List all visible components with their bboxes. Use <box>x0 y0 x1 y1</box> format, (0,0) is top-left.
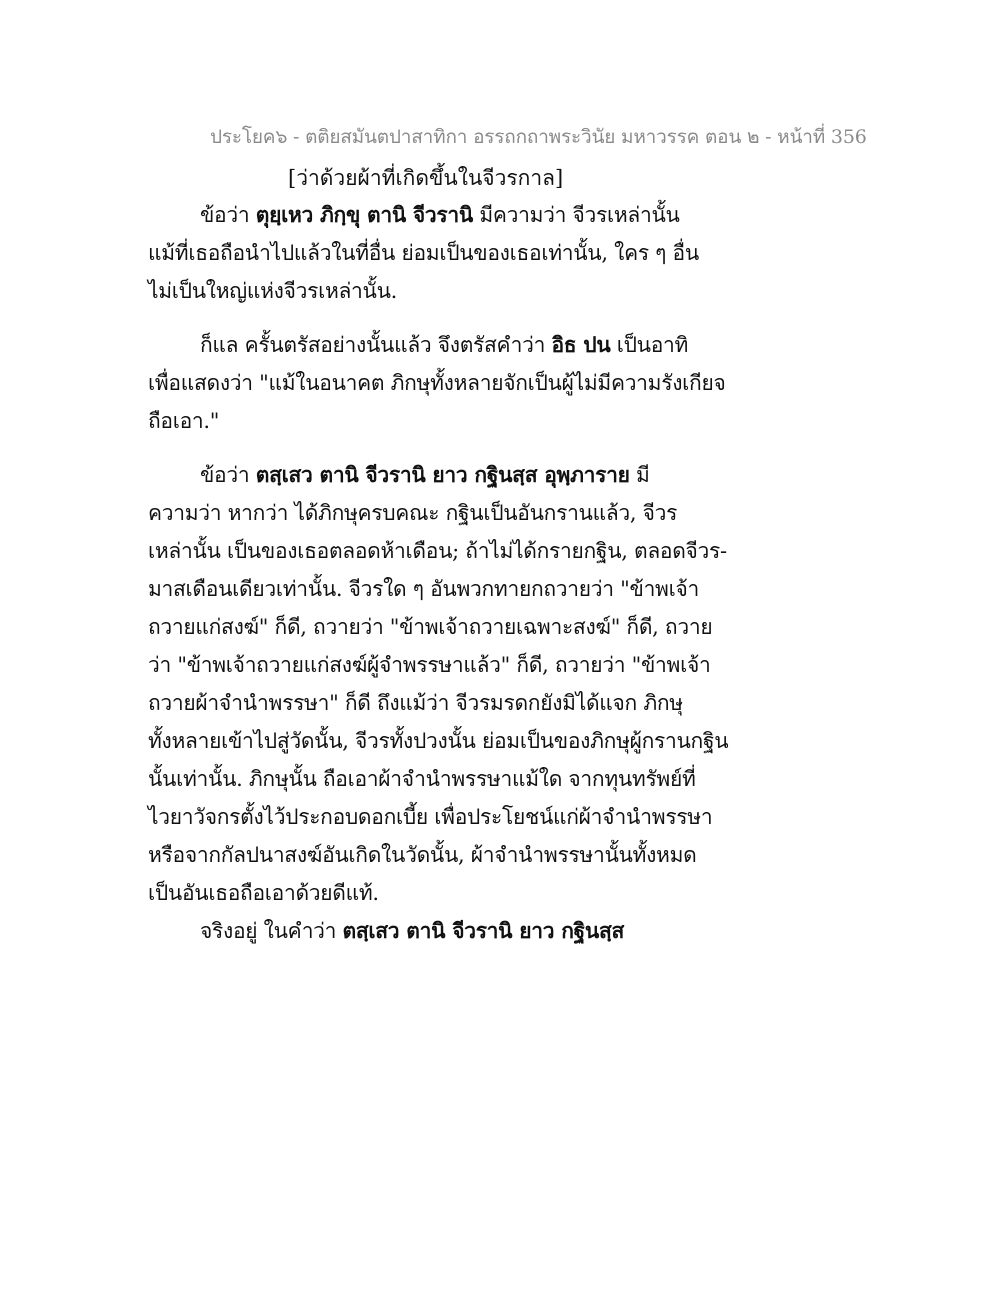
text-run: จริงอยู่ ในคำว่า <box>200 919 343 943</box>
text-line: เป็นอันเธอถือเอาด้วยดีแท้. <box>148 881 379 905</box>
pali-term: ตสฺเสว ตานิ จีวรานิ ยาว กฐินสฺส อุพฺภาราย <box>255 462 630 487</box>
pali-term: อิธ ปน <box>551 332 611 357</box>
text-line: ความว่า หากว่า ได้ภิกษุครบคณะ กฐินเป็นอันกรานแล้ว, จีวร <box>148 501 678 525</box>
text-line: ว่า "ข้าพเจ้าถวายแก่สงฆ์ผู้จำพรรษาแล้ว" ก็ดี, ถวายว่า "ข้าพเจ้า <box>148 653 711 677</box>
text-line: เพื่อแสดงว่า "แม้ในอนาคต ภิกษุทั้งหลายจักเป็นผู้ไม่มีความรังเกียจ <box>148 371 726 395</box>
text-run: มีความว่า จีวรเหล่านั้น <box>472 203 680 227</box>
text-line: ถวายผ้าจำนำพรรษา" ก็ดี ถึงแม้ว่า จีวรมรดกยังมิได้แจก ภิกษุ <box>148 691 683 715</box>
text-line <box>148 456 708 494</box>
text-line: ถวายแก่สงฆ์" ก็ดี, ถวายว่า "ข้าพเจ้าถวายเฉพาะสงฆ์" ก็ดี, ถวาย <box>148 615 713 639</box>
paragraph-3 <box>148 456 729 912</box>
text-line: ถือเอา." <box>148 409 220 433</box>
text-line: ไม่เป็นใหญ่แห่งจีวรเหล่านั้น. <box>148 279 398 303</box>
text-line: หรือจากกัลปนาสงฆ์อันเกิดในวัดนั้น, ผ้าจำนำพรรษานั้นทั้งหมด <box>148 843 697 867</box>
section-title: [ว่าด้วยผ้าที่เกิดขึ้นในจีวรกาล] <box>288 166 564 190</box>
text-line <box>148 326 708 364</box>
text-line: เหล่านั้น เป็นของเธอตลอดห้าเดือน; ถ้าไม่ได้กรายกฐิน, ตลอดจีวร- <box>148 539 727 563</box>
pali-term: ตุยฺเหว ภิกฺขุ ตานิ จีวรานิ <box>255 202 473 227</box>
paragraph-2 <box>148 326 726 440</box>
text-run: ก็แล ครั้นตรัสอย่างนั้นแล้ว จึงตรัสคำว่า <box>200 333 552 357</box>
paragraph-4 <box>148 912 708 950</box>
paragraph-1 <box>148 196 708 310</box>
text-line <box>148 912 708 950</box>
text-run: เป็นอาทิ <box>610 333 689 357</box>
text-line: ทั้งหลายเข้าไปสู่วัดนั้น, จีวรทั้งปวงนั้น ย่อมเป็นของภิกษุผู้กรานกฐิน <box>148 729 729 753</box>
text-run: ข้อว่า <box>200 463 256 487</box>
paragraph-gap <box>148 440 708 456</box>
text-line: นั้นเท่านั้น. ภิกษุนั้น ถือเอาผ้าจำนำพรรษาแม้ใด จากทุนทรัพย์ที่ <box>148 767 696 791</box>
body-text <box>148 196 729 950</box>
text-line: แม้ที่เธอถือนำไปแล้วในที่อื่น ย่อมเป็นของเธอเท่านั้น, ใคร ๆ อื่น <box>148 241 699 265</box>
text-line: มาสเดือนเดียวเท่านั้น. จีวรใด ๆ อันพวกทายกถวายว่า "ข้าพเจ้า <box>148 577 699 601</box>
paragraph-gap <box>148 310 708 326</box>
pali-term: ตสฺเสว ตานิ จีวรานิ ยาว กฐินสฺส <box>342 918 625 943</box>
text-line <box>148 196 708 234</box>
text-run: ข้อว่า <box>200 203 256 227</box>
text-line: ไวยาวัจกรตั้งไว้ประกอบดอกเบี้ย เพื่อประโยชน์แก่ผ้าจำนำพรรษา <box>148 805 713 829</box>
running-header: ประโยค๖ - ตติยสมันตปาสาทิกา อรรถกถาพระวินัย มหาวรรค ตอน ๒ - หน้าที่ 356 <box>210 126 867 148</box>
text-run: มี <box>629 463 650 487</box>
